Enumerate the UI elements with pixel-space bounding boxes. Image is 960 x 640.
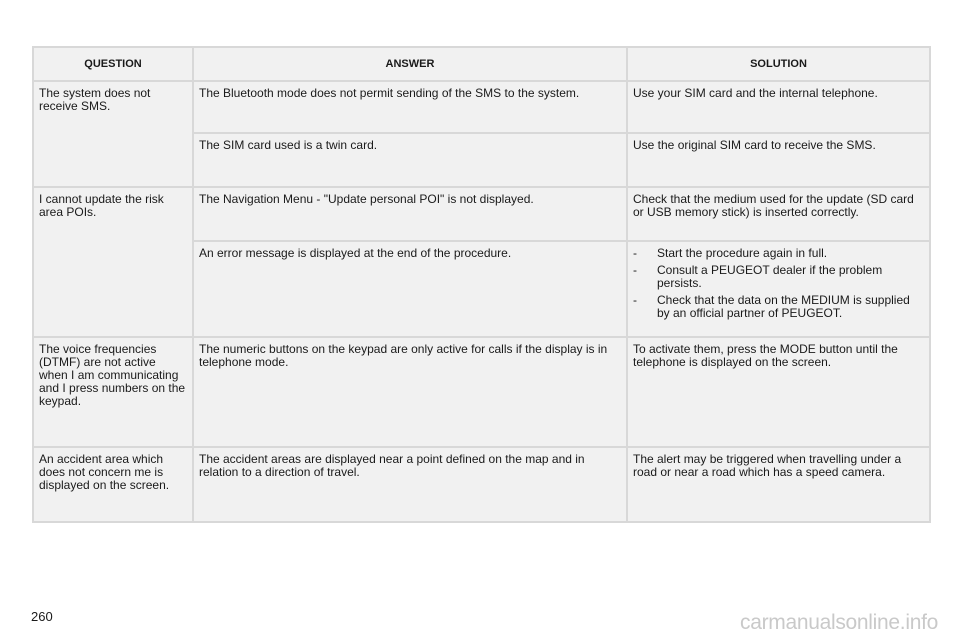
solution-list <box>633 247 924 320</box>
answer-cell: The SIM card used is a twin card. <box>193 133 627 187</box>
header-solution: SOLUTION <box>627 47 930 81</box>
solution-cell <box>627 241 930 337</box>
watermark-link[interactable]: carmanualsonline.info <box>740 611 938 634</box>
answer-cell: An error message is displayed at the end of the procedure. <box>193 241 627 337</box>
faq-table <box>32 46 931 523</box>
bullet-dash: - <box>633 263 637 277</box>
solution-cell: The alert may be triggered when travelling under a road or near a road which has a speed camera. <box>627 447 930 522</box>
page-number: 260 <box>31 609 53 624</box>
solution-cell: Use your SIM card and the internal telephone. <box>627 81 930 133</box>
table-row <box>33 337 930 447</box>
bullet-dash: - <box>633 246 637 260</box>
question-cell: An accident area which does not concern me is displayed on the screen. <box>33 447 193 522</box>
table-row <box>33 187 930 241</box>
answer-cell: The numeric buttons on the keypad are only active for calls if the display is in telephone mode. <box>193 337 627 447</box>
table-row <box>33 81 930 133</box>
solution-cell: Check that the medium used for the update (SD card or USB memory stick) is inserted correctly. <box>627 187 930 241</box>
question-cell: The voice frequencies (DTMF) are not active when I am communicating and I press numbers on the keypad. <box>33 337 193 447</box>
header-answer: ANSWER <box>193 47 627 81</box>
list-item <box>633 294 924 320</box>
list-item <box>633 264 924 290</box>
list-item <box>633 247 924 260</box>
list-item-text: Check that the data on the MEDIUM is supplied by an official partner of PEUGEOT. <box>657 293 910 320</box>
question-cell: I cannot update the risk area POIs. <box>33 187 193 337</box>
header-row <box>33 47 930 81</box>
question-cell: The system does not receive SMS. <box>33 81 193 187</box>
answer-cell: The Navigation Menu - "Update personal POI" is not displayed. <box>193 187 627 241</box>
answer-cell: The Bluetooth mode does not permit sending of the SMS to the system. <box>193 81 627 133</box>
answer-cell: The accident areas are displayed near a point defined on the map and in relation to a direction of travel. <box>193 447 627 522</box>
solution-cell: To activate them, press the MODE button until the telephone is displayed on the screen. <box>627 337 930 447</box>
list-item-text: Consult a PEUGEOT dealer if the problem persists. <box>657 263 883 290</box>
solution-cell: Use the original SIM card to receive the SMS. <box>627 133 930 187</box>
bullet-dash: - <box>633 293 637 307</box>
table-row <box>33 447 930 522</box>
list-item-text: Start the procedure again in full. <box>657 246 828 260</box>
header-question: QUESTION <box>33 47 193 81</box>
